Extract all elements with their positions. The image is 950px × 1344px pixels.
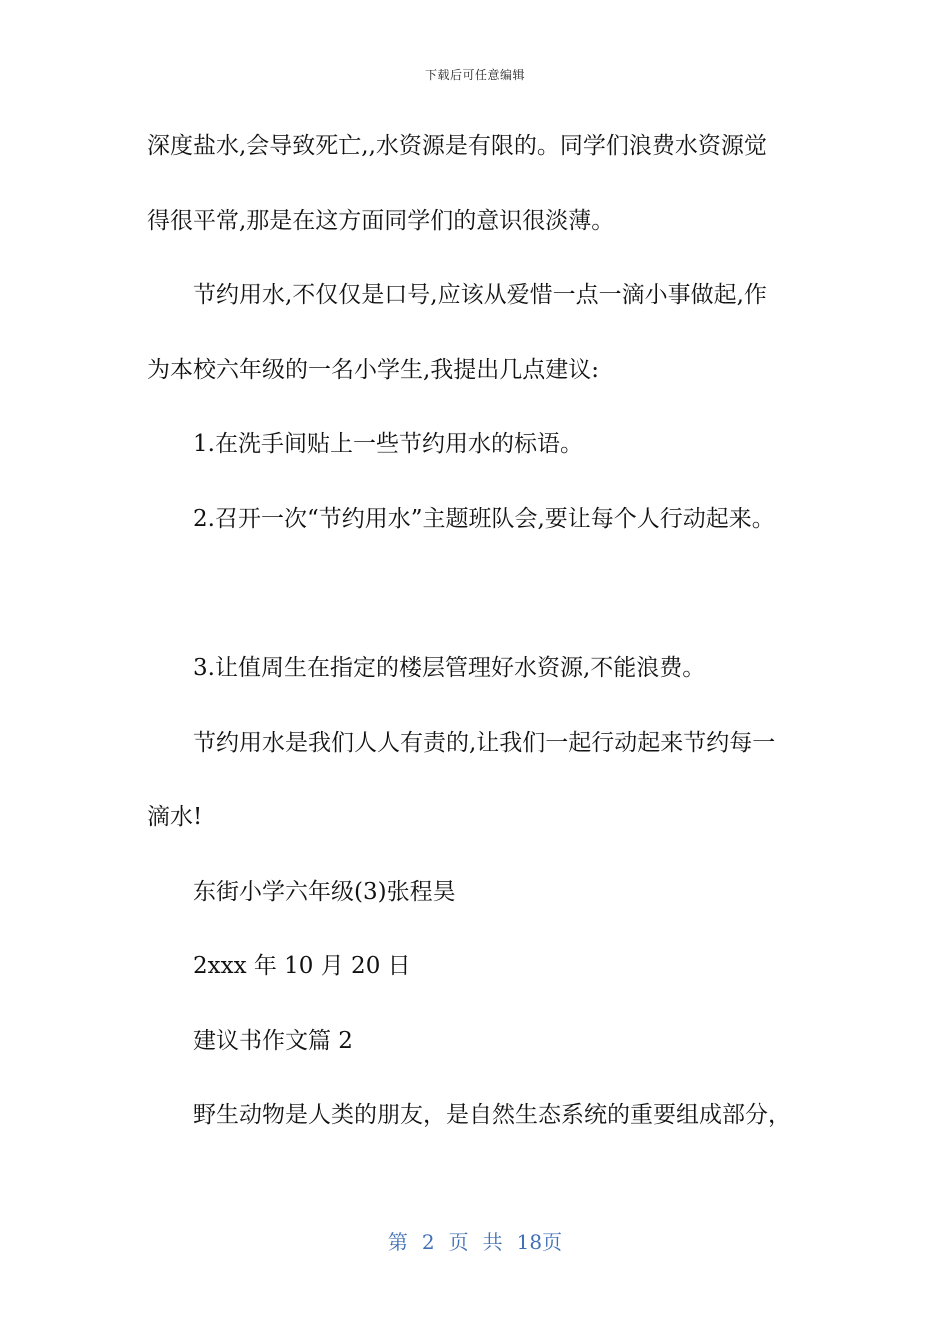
footer-total-pages: 18 (516, 1230, 543, 1254)
footer-middle: 页 (448, 1230, 469, 1254)
date-line: 2xxx 年 10 月 20 日 (193, 953, 411, 979)
page-footer (0, 1226, 950, 1255)
footer-suffix: 页 (542, 1230, 563, 1254)
body-line: 野生动物是人类的朋友，是自然生态系统的重要组成部分， (193, 1102, 791, 1128)
body-line: 滴水! (147, 804, 203, 830)
page-header: 下载后可任意编辑 (424, 68, 525, 82)
body-line: 得很平常,那是在这方面同学们的意识很淡薄。 (147, 208, 615, 234)
body-line: 深度盐水,会导致死亡,,水资源是有限的。同学们浪费水资源觉 (147, 133, 767, 159)
body-line: 为本校六年级的一名小学生,我提出几点建议: (147, 357, 600, 383)
body-line: 节约用水是我们人人有责的,让我们一起行动起来节约每一 (193, 730, 776, 756)
section-heading: 建议书作文篇 2 (193, 1028, 353, 1054)
body-line: 节约用水,不仅仅是口号,应该从爱惜一点一滴小事做起,作 (193, 282, 767, 308)
signature-line: 东街小学六年级(3)张程昊 (193, 879, 456, 905)
body-line: 2.召开一次“节约用水”主题班队会,要让每个人行动起来。 (193, 506, 775, 532)
body-line: 3.让值周生在指定的楼层管理好水资源,不能浪费。 (193, 655, 706, 681)
body-line: 1.在洗手间贴上一些节约用水的标语。 (193, 431, 583, 457)
footer-total-label: 共 (482, 1230, 503, 1254)
footer-page-number: 2 (421, 1230, 435, 1254)
footer-prefix: 第 (387, 1230, 408, 1254)
